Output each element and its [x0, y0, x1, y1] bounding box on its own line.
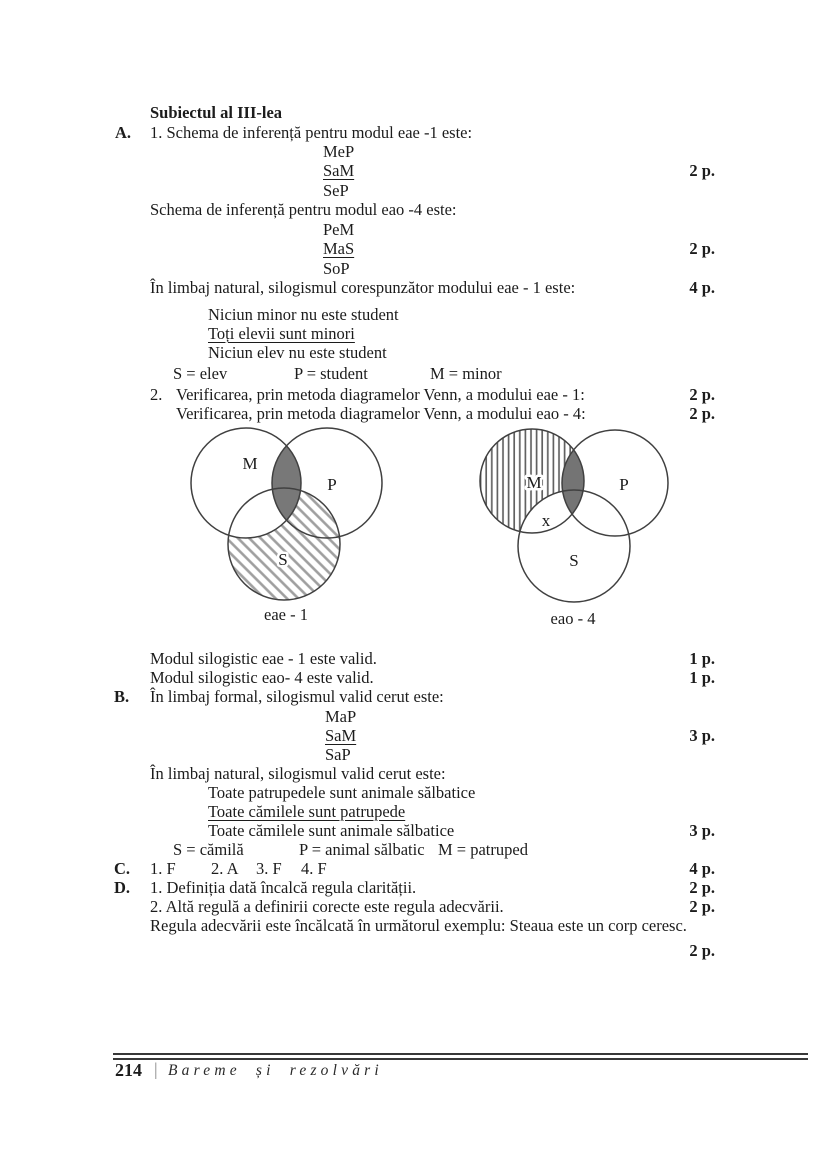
footer-page-number: 214: [115, 1060, 142, 1080]
footer-book-title: Bareme și rezolvări: [168, 1062, 383, 1079]
section-b-intro1: În limbaj formal, silogismul valid cerut este:: [150, 687, 444, 706]
legend-p: P = student: [294, 364, 368, 383]
schema1-premise2: SaM: [323, 161, 355, 180]
venn-caption-eae1: eae - 1: [264, 605, 308, 624]
answer-4: 4. F: [301, 859, 327, 878]
footer-separator: |: [154, 1059, 158, 1079]
section-d-label: D.: [114, 878, 131, 897]
answer-2: 2. A: [211, 859, 239, 878]
section-d-line1: 1. Definiția dată încalcă regula clarității.: [150, 878, 417, 897]
venn-diagram-eao4: [473, 426, 685, 610]
venn-label-m: M: [526, 473, 542, 492]
legend-m: M = minor: [430, 364, 502, 383]
points-badge: 1 p.: [689, 649, 715, 668]
item2-number: 2.: [150, 385, 163, 404]
syllogism-b-conclusion: Toate cămilele sunt animale sălbatice: [208, 821, 455, 840]
points-badge: 3 p.: [689, 821, 715, 840]
venn-label-m: M: [242, 454, 258, 473]
section-b-intro2: În limbaj natural, silogismul valid cerut este:: [150, 764, 446, 783]
points-badge: 2 p.: [689, 941, 715, 960]
section-c-label: C.: [114, 859, 131, 878]
points-badge: 2 p.: [689, 897, 715, 916]
venn-label-s: S: [569, 551, 579, 570]
schema1-premise1: MeP: [323, 142, 355, 161]
venn-diagram-eae1: [186, 424, 396, 606]
schema-b-premise2: SaM: [325, 726, 357, 745]
section-b-label: B.: [114, 687, 130, 706]
validity-line2: Modul silogistic eao- 4 este valid.: [150, 668, 374, 687]
section-d-line2: 2. Altă regulă a definirii corecte este regula adecvării.: [150, 897, 504, 916]
schema1-conclusion: SeP: [323, 181, 349, 200]
syllogism-conclusion: Niciun elev nu este student: [208, 343, 387, 362]
legend-b-m: M = patruped: [438, 840, 528, 859]
venn-label-s: S: [278, 550, 288, 569]
answer-1: 1. F: [150, 859, 176, 878]
points-badge: 2 p.: [689, 239, 715, 258]
points-badge: 2 p.: [689, 404, 715, 423]
venn-label-p: P: [619, 475, 629, 494]
points-badge: 2 p.: [689, 161, 715, 180]
footer-divider: [113, 1053, 808, 1060]
section-d-line3: Regula adecvării este încălcată în următorul exemplu: Steaua este un corp ceresc.: [150, 916, 687, 935]
syllogism-b-premise1: Toate patrupedele sunt animale sălbatice: [208, 783, 476, 802]
legend-b-s: S = cămilă: [173, 840, 244, 859]
syllogism-b-premise2: Toate cămilele sunt patrupede: [208, 802, 406, 821]
syllogism-premise1: Niciun minor nu este student: [208, 305, 399, 324]
schema-b-conclusion: SaP: [325, 745, 351, 764]
natural-language-intro: În limbaj natural, silogismul corespunzător modului eae - 1 este:: [150, 278, 576, 297]
validity-line1: Modul silogistic eae - 1 este valid.: [150, 649, 377, 668]
points-badge: 2 p.: [689, 385, 715, 404]
section-a-intro2: Schema de inferență pentru modul eao -4 este:: [150, 200, 457, 219]
venn-check-line1: Verificarea, prin metoda diagramelor Venn, a modului eae - 1:: [176, 385, 585, 404]
points-badge: 4 p.: [689, 278, 715, 297]
answer-3: 3. F: [256, 859, 282, 878]
points-badge: 4 p.: [689, 859, 715, 878]
section-a-label: A.: [115, 123, 132, 142]
venn-label-p: P: [327, 475, 337, 494]
schema-b-premise1: MaP: [325, 707, 357, 726]
points-badge: 1 p.: [689, 668, 715, 687]
legend-s: S = elev: [173, 364, 228, 383]
venn-caption-eao4: eao - 4: [550, 609, 596, 628]
venn-label-x: x: [541, 511, 551, 530]
schema2-conclusion: SoP: [323, 259, 350, 278]
page-title: Subiectul al III-lea: [150, 103, 283, 122]
venn-check-line2: Verificarea, prin metoda diagramelor Venn, a modului eao - 4:: [176, 404, 586, 423]
schema2-premise2: MaS: [323, 239, 355, 258]
syllogism-premise2: Toți elevii sunt minori: [208, 324, 355, 343]
points-badge: 3 p.: [689, 726, 715, 745]
schema2-premise1: PeM: [323, 220, 355, 239]
section-a-intro1: 1. Schema de inferență pentru modul eae -1 este:: [150, 123, 473, 142]
points-badge: 2 p.: [689, 878, 715, 897]
legend-b-p: P = animal sălbatic: [299, 840, 425, 859]
